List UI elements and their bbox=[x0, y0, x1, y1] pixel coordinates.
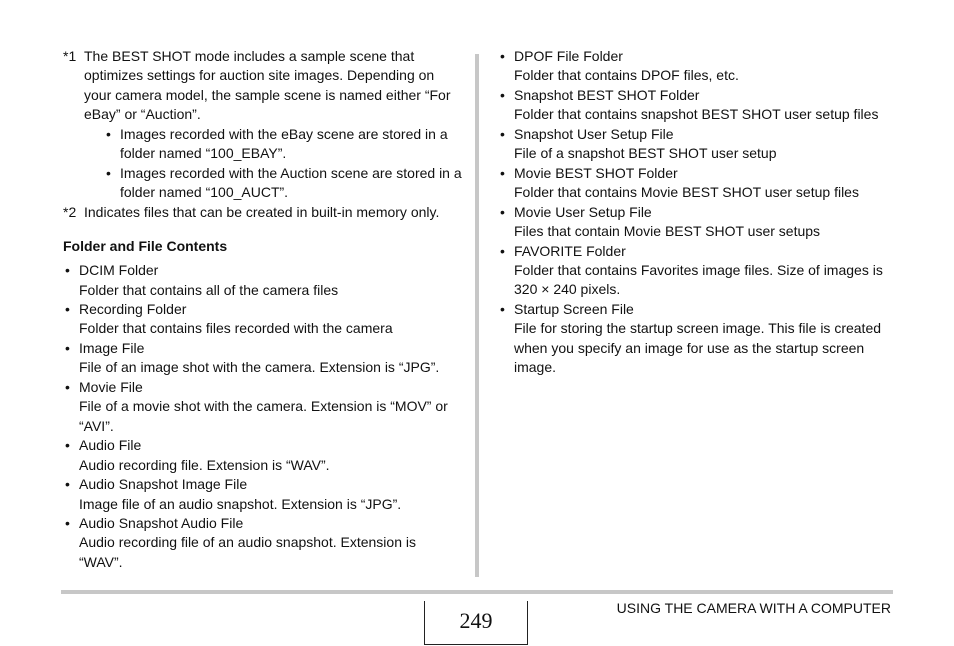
list-item bbox=[63, 378, 463, 436]
bullet-icon: • bbox=[500, 48, 505, 64]
bullet-icon: • bbox=[65, 378, 70, 395]
item-description: Folder that contains all of the camera files bbox=[79, 281, 339, 298]
list-item bbox=[63, 475, 463, 514]
bullet-icon: • bbox=[65, 300, 70, 317]
item-title: Audio File bbox=[79, 437, 142, 454]
list-item bbox=[63, 339, 463, 378]
bullet-icon: • bbox=[500, 300, 505, 317]
list-item bbox=[104, 164, 463, 203]
bullet-icon: • bbox=[500, 164, 505, 181]
footnote-text: The BEST SHOT mode includes a sample scene that optimizes settings for auction site images. Depending on your camera model, the sample scene is named either “For eBay” or “Auction”. bbox=[84, 48, 451, 123]
item-title: Movie File bbox=[79, 378, 143, 395]
list-item-text: Images recorded with the eBay scene are stored in a folder named “100_EBAY”. bbox=[120, 125, 448, 162]
item-title: Recording Folder bbox=[79, 300, 187, 317]
item-description: Folder that contains DPOF files, etc. bbox=[514, 67, 739, 84]
item-description: File of a movie shot with the camera. Extension is “MOV” or “AVI”. bbox=[79, 398, 448, 434]
item-description: Folder that contains snapshot BEST SHOT user setup files bbox=[514, 106, 879, 123]
list-item bbox=[498, 242, 898, 300]
item-title: Movie User Setup File bbox=[514, 203, 652, 220]
column-divider bbox=[475, 54, 479, 577]
list-item bbox=[63, 436, 463, 475]
bullet-icon: • bbox=[106, 164, 111, 181]
item-description: Folder that contains Favorites image files. Size of images is 320 × 240 pixels. bbox=[514, 261, 883, 298]
section-heading: Folder and File Contents bbox=[63, 238, 228, 255]
list-item bbox=[498, 125, 898, 164]
item-description: Files that contain Movie BEST SHOT user setups bbox=[514, 223, 821, 240]
bullet-icon: • bbox=[500, 125, 505, 142]
list-item bbox=[498, 86, 898, 125]
list-item bbox=[104, 125, 463, 164]
item-description: File of an image shot with the camera. Extension is “JPG”. bbox=[79, 359, 440, 376]
item-description: File of a snapshot BEST SHOT user setup bbox=[514, 145, 777, 162]
item-title: Image File bbox=[79, 339, 145, 356]
item-description: File for storing the startup screen image. This file is created when you specify an image for use as the startup screen image. bbox=[514, 320, 882, 376]
item-title: DPOF File Folder bbox=[514, 48, 623, 64]
item-description: Folder that contains Movie BEST SHOT user setup files bbox=[514, 184, 859, 201]
footnote-2 bbox=[63, 203, 463, 222]
list-item bbox=[498, 203, 898, 242]
list-item-text: Images recorded with the Auction scene are stored in a folder named “100_AUCT”. bbox=[120, 164, 462, 201]
list-item bbox=[498, 164, 898, 203]
item-title: FAVORITE Folder bbox=[514, 242, 626, 259]
page-number: 249 bbox=[459, 608, 493, 633]
bullet-icon: • bbox=[65, 514, 70, 531]
item-title: Snapshot BEST SHOT Folder bbox=[514, 86, 700, 103]
item-description: Image file of an audio snapshot. Extension is “JPG”. bbox=[79, 495, 402, 512]
footer-rule bbox=[61, 590, 893, 594]
left-item-list bbox=[63, 261, 463, 572]
footnote-text: Indicates files that can be created in built-in memory only. bbox=[84, 203, 440, 220]
bullet-icon: • bbox=[65, 339, 70, 356]
item-title: Audio Snapshot Audio File bbox=[79, 514, 244, 531]
footer-section-title: USING THE CAMERA WITH A COMPUTER bbox=[616, 600, 891, 616]
item-title: Snapshot User Setup File bbox=[514, 125, 674, 142]
footnote-sub-list bbox=[104, 125, 463, 203]
bullet-icon: • bbox=[65, 476, 70, 493]
item-title: DCIM Folder bbox=[79, 262, 159, 279]
list-item bbox=[498, 47, 898, 86]
bullet-icon: • bbox=[500, 86, 505, 103]
bullet-icon: • bbox=[500, 203, 505, 220]
list-item bbox=[498, 300, 898, 378]
list-item bbox=[63, 261, 463, 300]
footnote-1 bbox=[63, 47, 463, 203]
footnote-marker: *1 bbox=[63, 48, 77, 64]
list-item bbox=[63, 514, 463, 572]
right-column bbox=[498, 47, 898, 378]
item-title: Movie BEST SHOT Folder bbox=[514, 164, 678, 181]
item-title: Audio Snapshot Image File bbox=[79, 476, 248, 493]
item-description: Audio recording file of an audio snapshot. Extension is “WAV”. bbox=[79, 534, 416, 570]
item-description: Folder that contains files recorded with the camera bbox=[79, 320, 393, 337]
footnote-marker: *2 bbox=[63, 203, 77, 220]
bullet-icon: • bbox=[500, 242, 505, 259]
item-description: Audio recording file. Extension is “WAV”. bbox=[79, 456, 330, 473]
bullet-icon: • bbox=[65, 262, 70, 279]
left-column bbox=[63, 47, 463, 572]
item-title: Startup Screen File bbox=[514, 300, 634, 317]
page-number-box bbox=[424, 601, 528, 645]
list-item bbox=[63, 300, 463, 339]
bullet-icon: • bbox=[106, 125, 111, 142]
bullet-icon: • bbox=[65, 437, 70, 454]
